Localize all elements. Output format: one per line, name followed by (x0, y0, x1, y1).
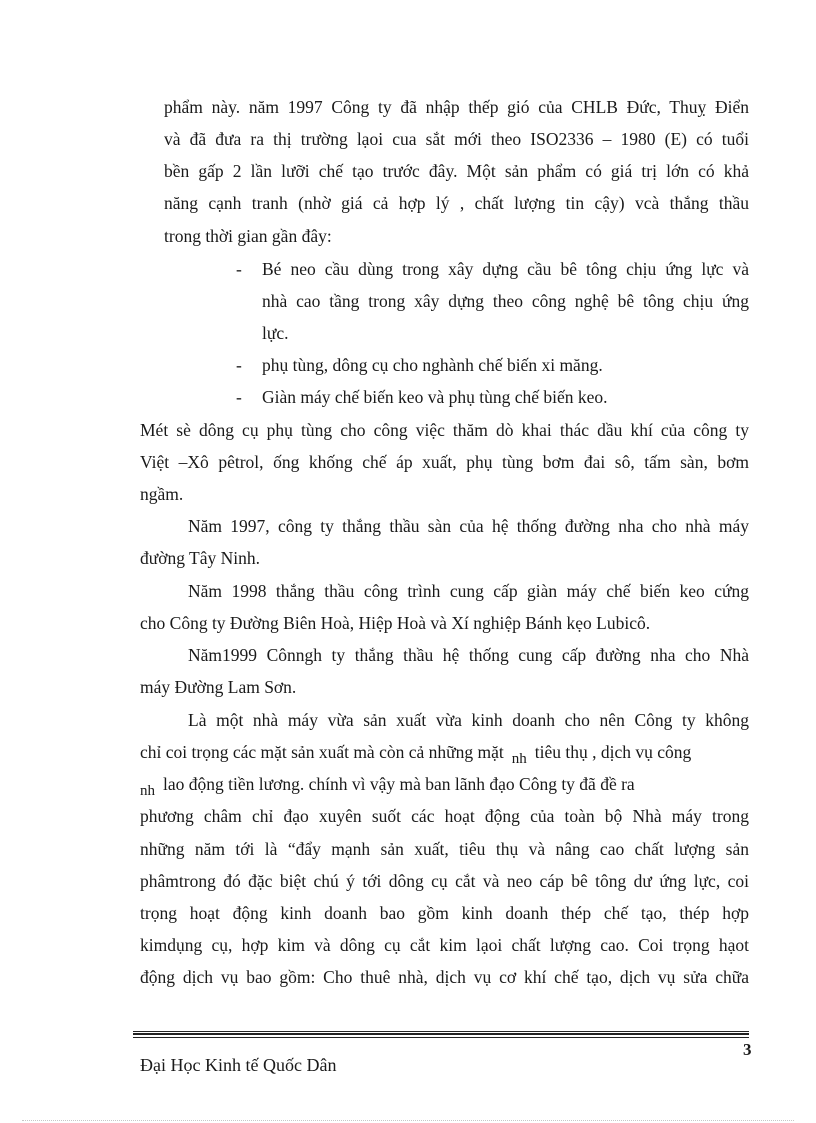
page-edge-divider (22, 1120, 794, 1121)
bullet-dash: - (236, 387, 242, 407)
body-line: máy Đường Lam Sơn. (140, 677, 297, 697)
body-line: trọng hoạt động kinh doanh bao gồm kinh doanh thép chế tạo, thép hợp (140, 903, 749, 923)
body-line: phâmtrong đó đặc biệt chú ý tới dông cụ cắt và neo cáp bê tông dư ứng lực, coi (140, 871, 749, 891)
body-text: chỉ coi trọng các mặt sản xuất mà còn cả những mặt (140, 742, 504, 762)
bullet-item-line: nhà cao tầng trong xây dựng theo công nghệ bê tông chịu ứng (262, 291, 749, 311)
subscript-text: nh (140, 783, 155, 799)
body-line: đường Tây Ninh. (140, 548, 261, 568)
body-line: trong thời gian gần đây: (164, 226, 332, 246)
footer-institution: Đại Học Kinh tế Quốc Dân (140, 1055, 337, 1075)
bullet-dash: - (236, 355, 242, 375)
subscript-text: nh (511, 751, 527, 767)
body-line: Mét sè dông cụ phụ tùng cho công việc thăm dò khai thác dầu khí của công ty (140, 420, 749, 440)
body-line: Là một nhà máy vừa sản xuất vừa kinh doanh cho nên Công ty không (188, 710, 749, 730)
body-line: Năm1999 Cônngh ty thắng thầu hệ thống cung cấp đường nha cho Nhà (188, 645, 749, 665)
bullet-item-line: phụ tùng, dông cụ cho nghành chế biến xi măng. (262, 355, 603, 375)
body-line: Việt –Xô pêtrol, ống khống chế áp xuất, phụ tùng bơm đai sô, tấm sàn, bơm (140, 452, 749, 472)
body-line: Năm 1998 thắng thầu công trình cung cấp giàn máy chế biến keo cứng (188, 581, 749, 601)
body-line: phẩm này. năm 1997 Công ty đã nhập thếp gió của CHLB Đức, Thuỵ Điển (164, 97, 749, 117)
page-number: 3 (743, 1040, 752, 1059)
body-line (140, 741, 749, 765)
body-line: phương châm chỉ đạo xuyên suốt các hoạt động của toàn bộ Nhà máy trong (140, 806, 749, 826)
footer-rule (133, 1033, 749, 1035)
body-line: bền gấp 2 lần lưỡi chế tạo trước đây. Một sản phẩm có giá trị lớn có khả (164, 161, 749, 181)
body-line: cho Công ty Đường Biên Hoà, Hiệp Hoà và Xí nghiệp Bánh kẹo Lubicô. (140, 613, 651, 633)
footer-rule (133, 1031, 749, 1032)
body-text: lao động tiền lương. chính vì vậy mà ban lãnh đạo Công ty đã đề ra (163, 774, 635, 794)
body-line: ngầm. (140, 484, 184, 504)
body-text: tiêu thụ , dịch vụ công (534, 742, 692, 762)
body-line: năng cạnh tranh (nhờ giá cả hợp lý , chất lượng tin cậy) vcà thắng thầu (164, 193, 749, 213)
bullet-item-line: lực. (262, 323, 289, 343)
body-line (140, 773, 749, 797)
footer-rule (133, 1037, 749, 1038)
body-line: Năm 1997, công ty thắng thầu sàn của hệ thống đường nha cho nhà máy (188, 516, 749, 536)
bullet-item-line: Giàn máy chế biến keo và phụ tùng chế biến keo. (262, 387, 608, 407)
body-line: và đã đưa ra thị trường lạoi cua sắt mới theo ISO2336 – 1980 (E) có tuổi (164, 129, 749, 149)
bullet-item-line: Bé neo cầu dùng trong xây dựng cầu bê tông chịu ứng lực và (262, 259, 749, 279)
bullet-dash: - (236, 259, 242, 279)
body-line: động dịch vụ bao gồm: Cho thuê nhà, dịch vụ cơ khí chế tạo, dịch vụ sửa chữa (140, 967, 749, 987)
body-line: kimdụng cụ, hợp kim và dông cụ cắt kim lạoi chất lượng cao. Coi trọng hạot (140, 935, 749, 955)
body-line: những năm tới là “đẩy mạnh sản xuất, tiêu thụ và nâng cao chất lượng sản (140, 839, 749, 859)
